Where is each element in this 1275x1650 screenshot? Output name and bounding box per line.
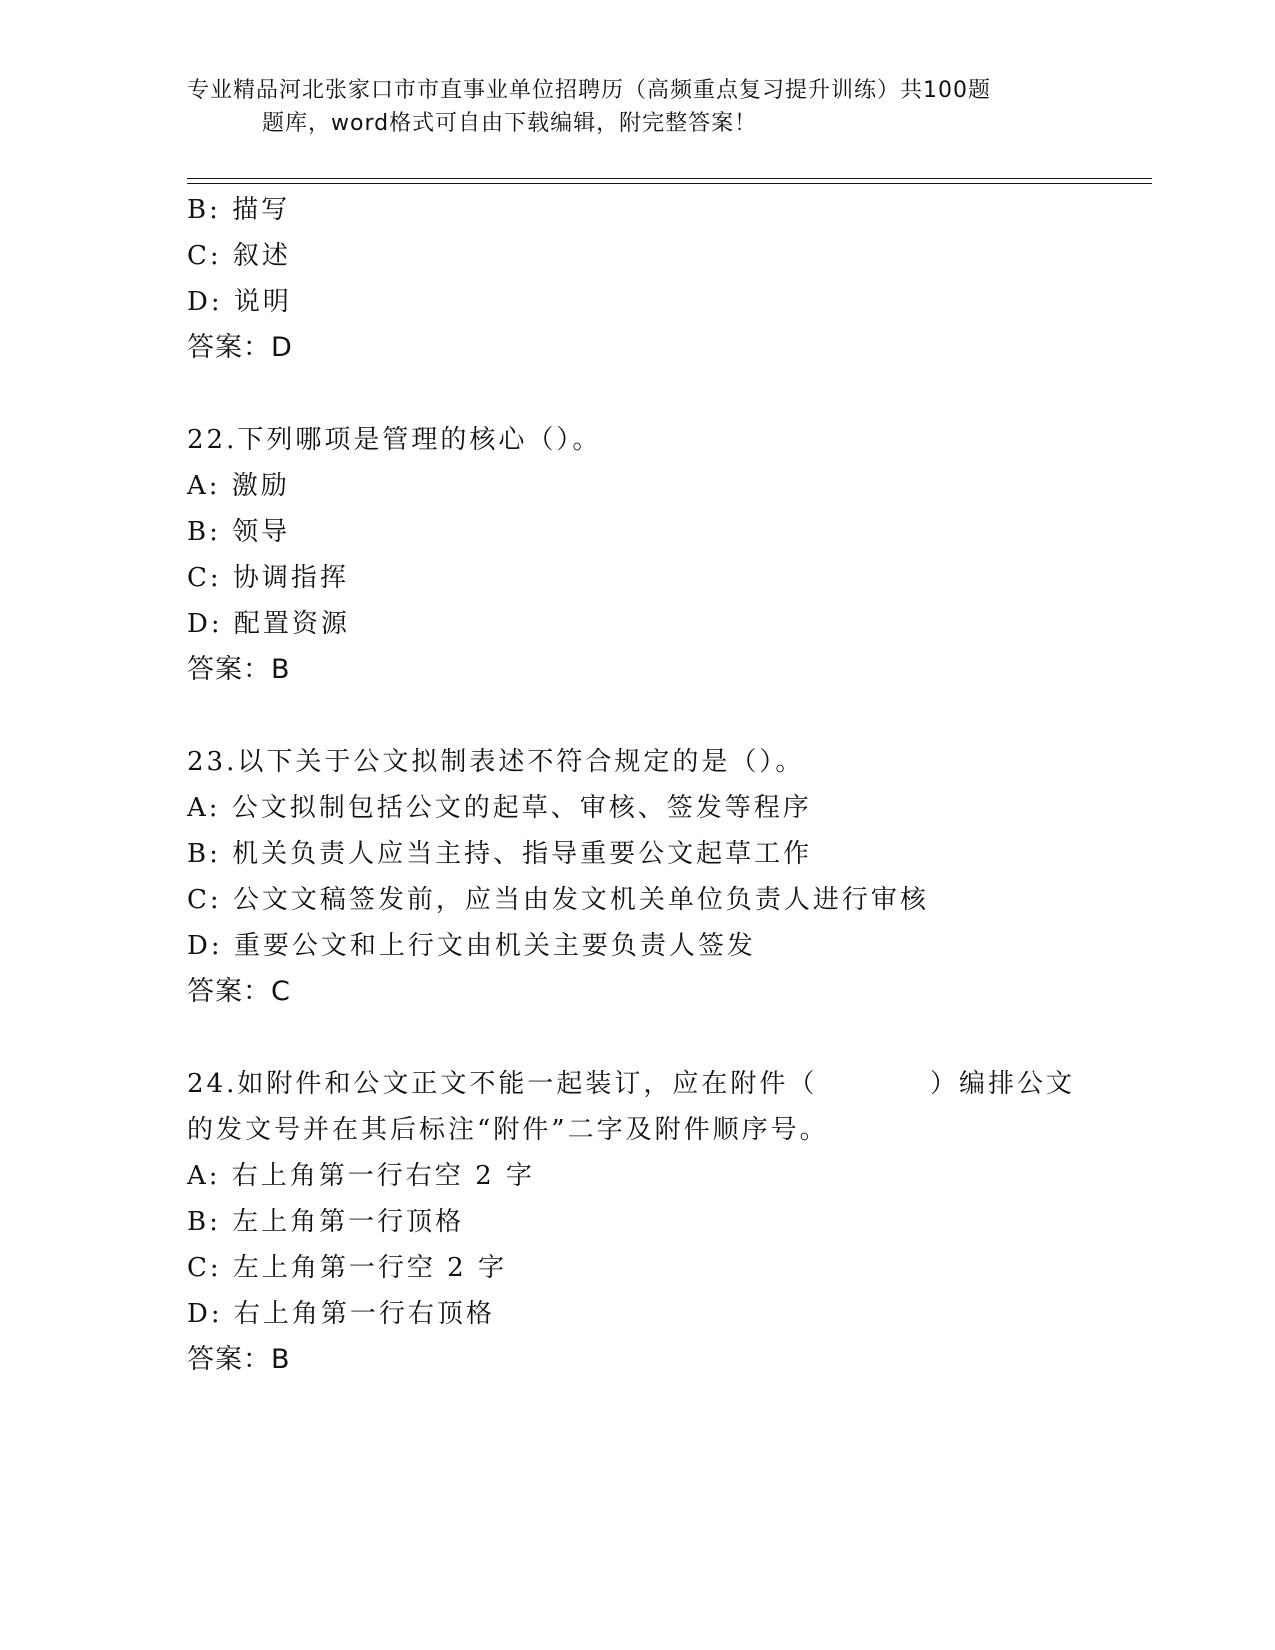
answer: 答案：B [187, 1344, 291, 1375]
question-22 [187, 417, 1147, 693]
answer: 答案：D [187, 332, 293, 363]
option-c: C: 左上角第一行空 2 字 [187, 1253, 507, 1283]
option-b: B: 描写 [187, 195, 291, 225]
document-header [187, 74, 1067, 140]
question-text-line1: 24.如附件和公文正文不能一起装订，应在附件（ ）编排公文 [187, 1069, 1075, 1099]
option-c: C: 叙述 [187, 241, 291, 271]
option-a: A: 激励 [187, 471, 290, 501]
question-23 [187, 739, 1147, 1015]
option-d: D: 说明 [187, 287, 292, 317]
question-24 [187, 1061, 1147, 1383]
header-title-line1: 专业精品河北张家口市市直事业单位招聘历（高频重点复习提升训练）共100题 [187, 78, 991, 103]
question-21-tail [187, 187, 1147, 371]
question-text: 22.下列哪项是管理的核心（）。 [187, 425, 602, 455]
question-text: 23.以下关于公文拟制表述不符合规定的是（）。 [187, 747, 805, 777]
header-title-line2: 题库，word格式可自由下载编辑，附完整答案！ [262, 111, 758, 136]
answer: 答案：B [187, 654, 291, 685]
option-c: C: 协调指挥 [187, 563, 349, 593]
option-b: B: 领导 [187, 517, 291, 547]
question-list [187, 187, 1147, 1383]
option-b: B: 左上角第一行顶格 [187, 1207, 465, 1237]
option-d: D: 右上角第一行右顶格 [187, 1299, 495, 1329]
option-a: A: 公文拟制包括公文的起草、审核、签发等程序 [187, 793, 812, 823]
option-d: D: 配置资源 [187, 609, 350, 639]
header-divider-bottom [187, 183, 1152, 184]
option-a: A: 右上角第一行右空 2 字 [187, 1161, 535, 1191]
header-divider-top [187, 178, 1152, 179]
option-c: C: 公文文稿签发前，应当由发文机关单位负责人进行审核 [187, 885, 929, 915]
option-b: B: 机关负责人应当主持、指导重要公文起草工作 [187, 839, 813, 869]
question-text-line2: 的发文号并在其后标注“附件”二字及附件顺序号。 [187, 1115, 829, 1145]
option-d: D: 重要公文和上行文由机关主要负责人签发 [187, 931, 756, 961]
answer: 答案：C [187, 976, 291, 1007]
